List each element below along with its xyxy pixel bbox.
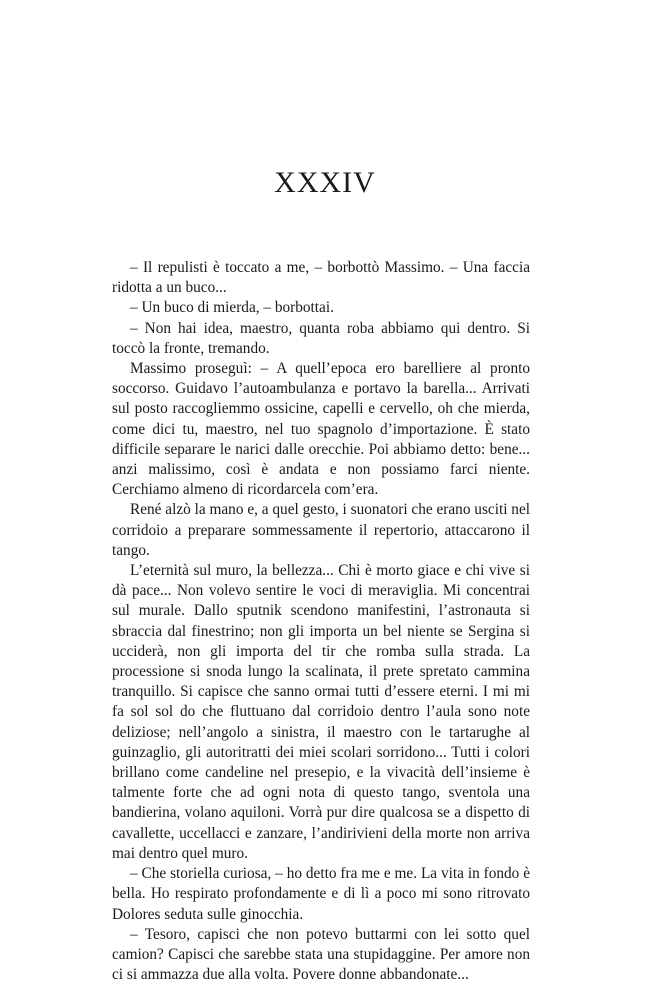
paragraph: – Non hai idea, maestro, quanta roba abbiamo qui dentro. Si toccò la fronte, tremando. <box>112 319 530 357</box>
paragraph: – Tesoro, capisci che non potevo buttarmi con lei sotto quel camion? Capisci che sarebbe stata una stupidaggine. Per amore non ci si ammazza due alla volta. Povere donne abbandonate... <box>112 925 530 984</box>
chapter-body <box>112 258 530 985</box>
paragraph: – Che storiella curiosa, – ho detto fra me e me. La vita in fondo è bella. Ho respirato profondamente e di lì a poco mi sono ritrovato Dolores seduta sulle ginocchia. <box>112 865 530 923</box>
paragraph: Massimo proseguì: – A quell’epoca ero barelliere al pronto soccorso. Guidavo l’autoambulanza e portavo la barella... Arrivati sul posto raccogliemmo ossicine, capelli e cervello, oh che mierda, come dici tu, maestro, nel tuo spagnolo d’importazione. È stato difficile separare le narici dalle orecchie. Poi abbiamo detto: bene... anzi malissimo, così è andata e non possiamo farci niente. Cerchiamo almeno di ricordarcela com’era. <box>112 360 530 499</box>
paragraph: – Un buco di mierda, – borbottai. <box>130 299 334 317</box>
paragraph: L’eternità sul muro, la bellezza... Chi è morto giace e chi vive si dà pace... Non volevo sentire le voci di meraviglia. Mi concentrai sul murale. Dallo sputnik scendono manifestini, l’astronauta si sbraccia dal finestrino; non gli importa un bel niente se Sergina si ucciderà, non gli importa del tir che romba sulla strada. La processione si snoda lungo la scalinata, il prete spretato cammina tranquillo. Si capisce che sanno ormai tutti d’essere eterni. I mi mi fa sol sol do che fluttuano dal corridoio dentro l’aula sono note deliziose; nell’angolo a sinistra, il maestro con le tartarughe al guinzaglio, gli autoritratti dei miei scolari sorridono... Tutti i colori brillano come candeline nel presepio, e la vivacità dell’insieme è talmente forte che ad ogni nota di questo tango, sventola una bandierina, volano aquiloni. Vorrà pur dire qualcosa se a dispetto di cavallette, uccellacci e zanzare, l’andirivieni della morte non arriva mai dentro quel muro. <box>112 562 530 862</box>
paragraph: – Il repulisti è toccato a me, – borbottò Massimo. – Una faccia ridotta a un buco... <box>112 259 530 297</box>
chapter-title: XXXIV <box>274 166 376 199</box>
paragraph: René alzò la mano e, a quel gesto, i suonatori che erano usciti nel corridoio a preparare sommessamente il repertorio, attaccarono il tango. <box>112 501 530 559</box>
